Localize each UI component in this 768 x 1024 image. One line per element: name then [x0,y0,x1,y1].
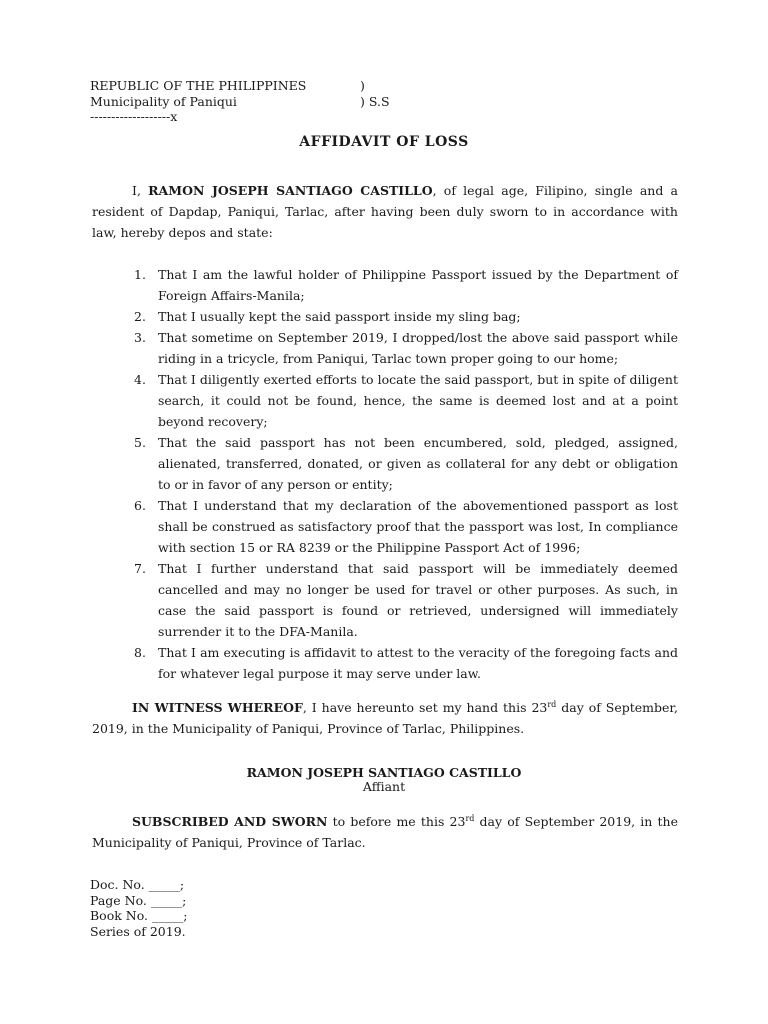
caption-separator: -------------------x [90,109,178,124]
series-year: Series of 2019. [90,924,186,939]
list-item [92,642,678,684]
list-item-text: That I am executing is affidavit to attest to the veracity of the foregoing facts and for whatever legal purpose it may serve under law. [158,645,678,681]
witness-ordinal: rd [547,699,557,709]
list-item [92,327,678,369]
intro-rest: , of legal age, Filipino, single and a resident of Dapdap, Paniqui, Tarlac, after having been duly sworn to in accordance with law, hereby depos and state: [92,183,678,240]
witness-paragraph [92,697,678,739]
jurat-text-1: to before me this 23 [327,814,466,829]
jurat-text-2: day of September 2019, in the Municipality of Paniqui, Province of Tarlac. [92,814,678,850]
list-item-number: 3. [134,330,146,345]
list-item [92,495,678,558]
list-item-number: 5. [134,435,146,450]
affiant-name: RAMON JOSEPH SANTIAGO CASTILLO [148,183,433,198]
list-item-number: 6. [134,498,146,513]
list-item-number: 1. [134,267,146,282]
list-item-text: That I am the lawful holder of Philippine Passport issued by the Department of Foreign Affairs-Manila; [158,267,678,303]
witness-text-2: day of September, 2019, in the Municipality of Paniqui, Province of Tarlac, Philippines. [92,700,678,736]
page-number: Page No. _____; [90,893,187,908]
jurat-lead: SUBSCRIBED AND SWORN [132,814,328,829]
list-item-text: That sometime on September 2019, I dropped/lost the above said passport while riding in a tricycle, from Paniqui, Tarlac town proper going to our home; [158,330,678,366]
list-item [92,306,678,327]
list-item-number: 8. [134,645,146,660]
book-number: Book No. _____; [90,908,188,923]
list-item-text: That I usually kept the said passport inside my sling bag; [158,309,521,324]
list-item-text: That I understand that my declaration of the abovementioned passport as lost shall be construed as satisfactory proof that the passport was lost, In compliance with section 15 or RA 8239 or the Philippine Passport Act of 1996; [158,498,678,555]
list-item-number: 2. [134,309,146,324]
intro-prefix: I, [132,183,149,198]
statements-list [92,264,678,684]
list-item [92,369,678,432]
document-title: AFFIDAVIT OF LOSS [299,134,469,150]
witness-lead: IN WITNESS WHEREOF [132,700,303,715]
jurat-ordinal: rd [465,813,475,823]
list-item [92,432,678,495]
list-item-text: That I further understand that said passport will be immediately deemed cancelled and may no longer be used for travel or other purposes. As such, in case the said passport is found or retrieved, undersigned will immediately surrender it to the DFA-Manila. [158,561,678,639]
caption-paren-2: ) S.S [360,94,390,109]
list-item [92,264,678,306]
list-item-number: 7. [134,561,146,576]
list-item-number: 4. [134,372,146,387]
signature-role: Affiant [362,779,406,794]
caption-paren-1: ) [360,78,365,93]
doc-number: Doc. No. _____; [90,877,185,892]
signature-name: RAMON JOSEPH SANTIAGO CASTILLO [246,765,522,780]
list-item-text: That I diligently exerted efforts to locate the said passport, but in spite of diligent search, it could not be found, hence, the same is deemed lost and at a point beyond recovery; [158,372,678,429]
intro-paragraph [92,180,678,243]
list-item-text: That the said passport has not been encumbered, sold, pledged, assigned, alienated, transferred, donated, or given as collateral for any debt or obligation to or in favor of any person or entity; [158,435,678,492]
list-item [92,558,678,642]
jurat-paragraph [92,811,678,853]
caption-republic: REPUBLIC OF THE PHILIPPINES [90,78,307,93]
caption-municipality: Municipality of Paniqui [90,94,237,109]
witness-text-1: , I have hereunto set my hand this 23 [302,700,548,715]
